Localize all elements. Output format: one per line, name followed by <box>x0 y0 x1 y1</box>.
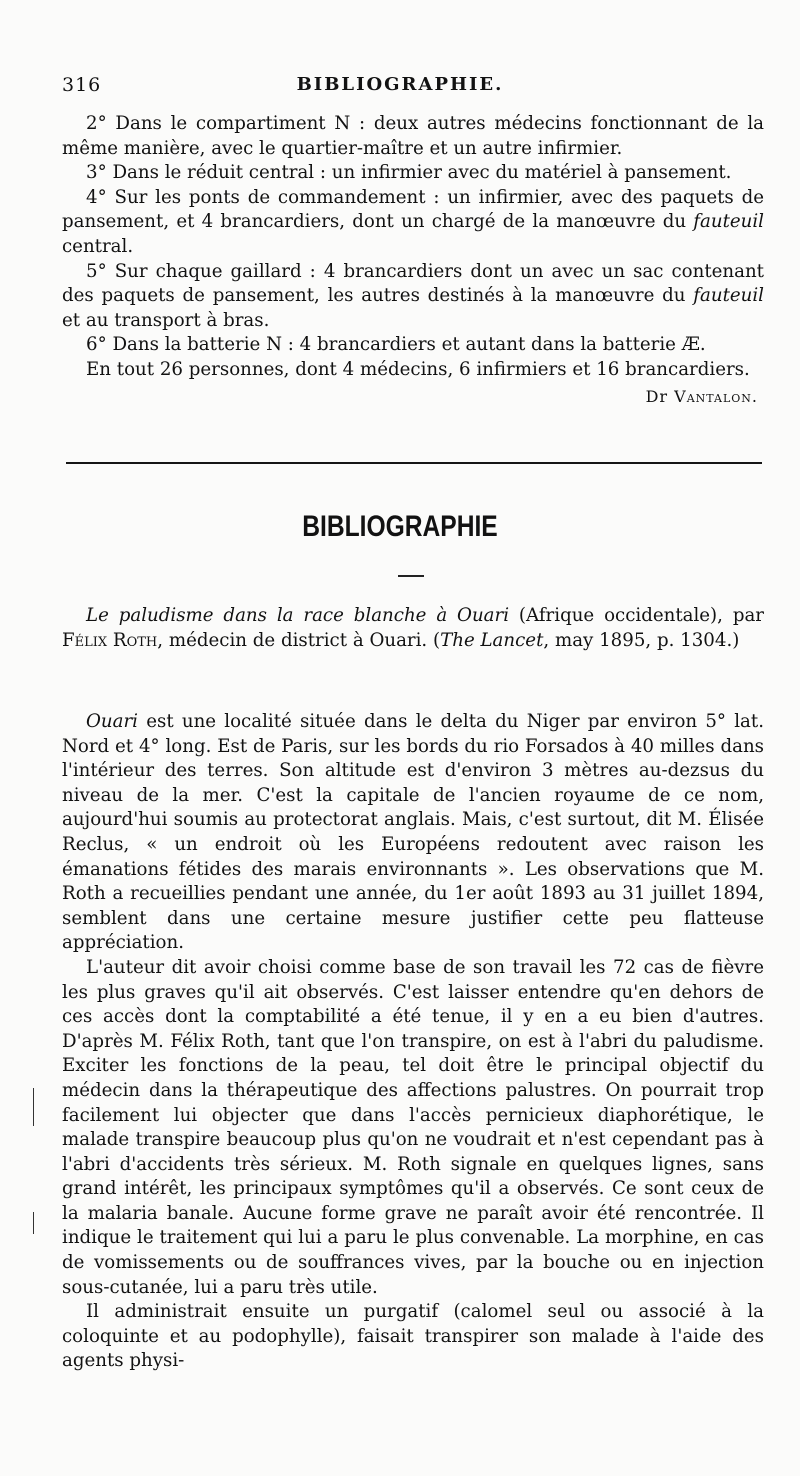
citation-journal: The Lancet <box>440 629 544 651</box>
author-signature <box>62 387 764 406</box>
bibliography-citation <box>62 604 764 653</box>
title-dash <box>398 575 424 577</box>
citation-affiliation: , médecin de district à Ouari. ( <box>157 629 441 651</box>
paragraph-gaillard <box>62 260 764 334</box>
p4-text-a: 4° Sur les ponts de commandement : un infirmier, avec des paquets de pansement, et 4 brancardiers, dont un chargé de la manœuvre du <box>62 186 764 233</box>
review-paragraph-1-text: est une localité située dans le delta du Niger par environ 5° lat. Nord et 4° long. Est de Paris, sur les bords du rio Forsados à 40 milles dans l'intérieur des terres. Son altitude est d'environ 3 mètres au-dezsus du niveau de la mer. C'est la capitale de l'ancien royaume de ce nom, aujourd'hui soumis au protectorat anglais. Mais, c'est surtout, dit M. Élisée Reclus, « un endroit où les Européens redoutent avec raison les émanations fétides des marais environnants ». Les observations que M. Roth a recueillies pendant une année, du 1er août 1893 au 31 juillet 1894, semblent dans une certaine mesure justifier cette peu flatteuse appréciation. <box>62 711 764 954</box>
p5-text-c: et au transport à bras. <box>62 309 270 331</box>
paragraph-reduit-central: 3° Dans le réduit central : un infirmier avec du matériel à pansement. <box>86 162 732 184</box>
paragraph-batterie: 6° Dans la batterie N : 4 brancardiers et autant dans la batterie Æ. <box>86 334 706 356</box>
work-title: Le paludisme dans la race blanche à Ouari <box>86 605 510 626</box>
page-header <box>62 74 738 100</box>
p4-text-c: central. <box>62 235 134 257</box>
page-number: 316 <box>62 74 102 96</box>
bibliography-entry <box>62 604 764 653</box>
margin-mark <box>33 1212 34 1234</box>
review-lead-word: Ouari <box>86 711 138 732</box>
p4-fauteuil: fauteuil <box>693 211 764 233</box>
margin-mark <box>33 1088 34 1126</box>
running-title: BIBLIOGRAPHIE. <box>296 74 504 95</box>
p5-text-a: 5° Sur chaque gaillard : 4 brancardiers dont un avec un sac contenant des paquets de pansement, les autres destinés à la manœuvre du <box>62 260 764 307</box>
paragraph-total: En tout 26 personnes, dont 4 médecins, 6 infirmiers et 16 brancardiers. <box>86 358 750 380</box>
citation-mid: (Afrique occidentale), par <box>509 605 764 626</box>
paragraph-compartiment: 2° Dans le compartiment N : deux autres médecins fonctionnant de la même manière, avec le quartier-maître et un autre infirmier. <box>62 113 764 159</box>
p5-fauteuil: fauteuil <box>693 285 764 307</box>
citation-end: , may 1895, p. 1304.) <box>543 629 740 651</box>
review-paragraph-2: L'auteur dit avoir choisi comme base de son travail les 72 cas de fièvre les plus graves qu'il ait observés. C'est laisser entendre qu'en dehors de ces accès dont la comptabilité a été tenue, il y en a eu bien d'autres. D'après M. Félix Roth, tant que l'on transpire, on est à l'abri du paludisme. Exciter les fonctions de la peau, tel doit être le principal objectif du médecin dans la thérapeutique des affections palustres. On pourrait trop facilement lui objecter que dans l'accès pernicieux diaphorétique, le malade transpire beaucoup plus qu'on ne voudrait et n'est cependant pas à l'abri d'accidents très sérieux. M. Roth signale en quelques lignes, sans grand intérêt, les principaux symptômes qu'il a observés. Ce sont ceux de la malaria banale. Aucune forme grave ne paraît avoir été rencontrée. Il indique le traitement qui lui a paru le plus convenable. La morphine, en cas de vomissements ou de souffrances vives, par la bouche ou en injection sous-cutanée, lui a paru très utile. <box>62 956 764 1298</box>
section-divider <box>66 462 762 464</box>
previous-article-end <box>62 112 764 406</box>
citation-author: Félix Roth <box>62 629 158 651</box>
section-title: BIBLIOGRAPHIE <box>302 510 498 543</box>
review-paragraph-1 <box>62 710 764 956</box>
signature-name: Vantalon. <box>674 386 758 406</box>
review-paragraph-3: Il administrait ensuite un purgatif (calomel seul ou associé à la coloquinte et au podophylle), faisait transpirer son malade à l'aide des agents physi- <box>62 1301 764 1372</box>
paragraph-ponts-commandement <box>62 186 764 260</box>
signature-title: Dr <box>645 386 669 406</box>
review-body <box>62 710 764 1374</box>
